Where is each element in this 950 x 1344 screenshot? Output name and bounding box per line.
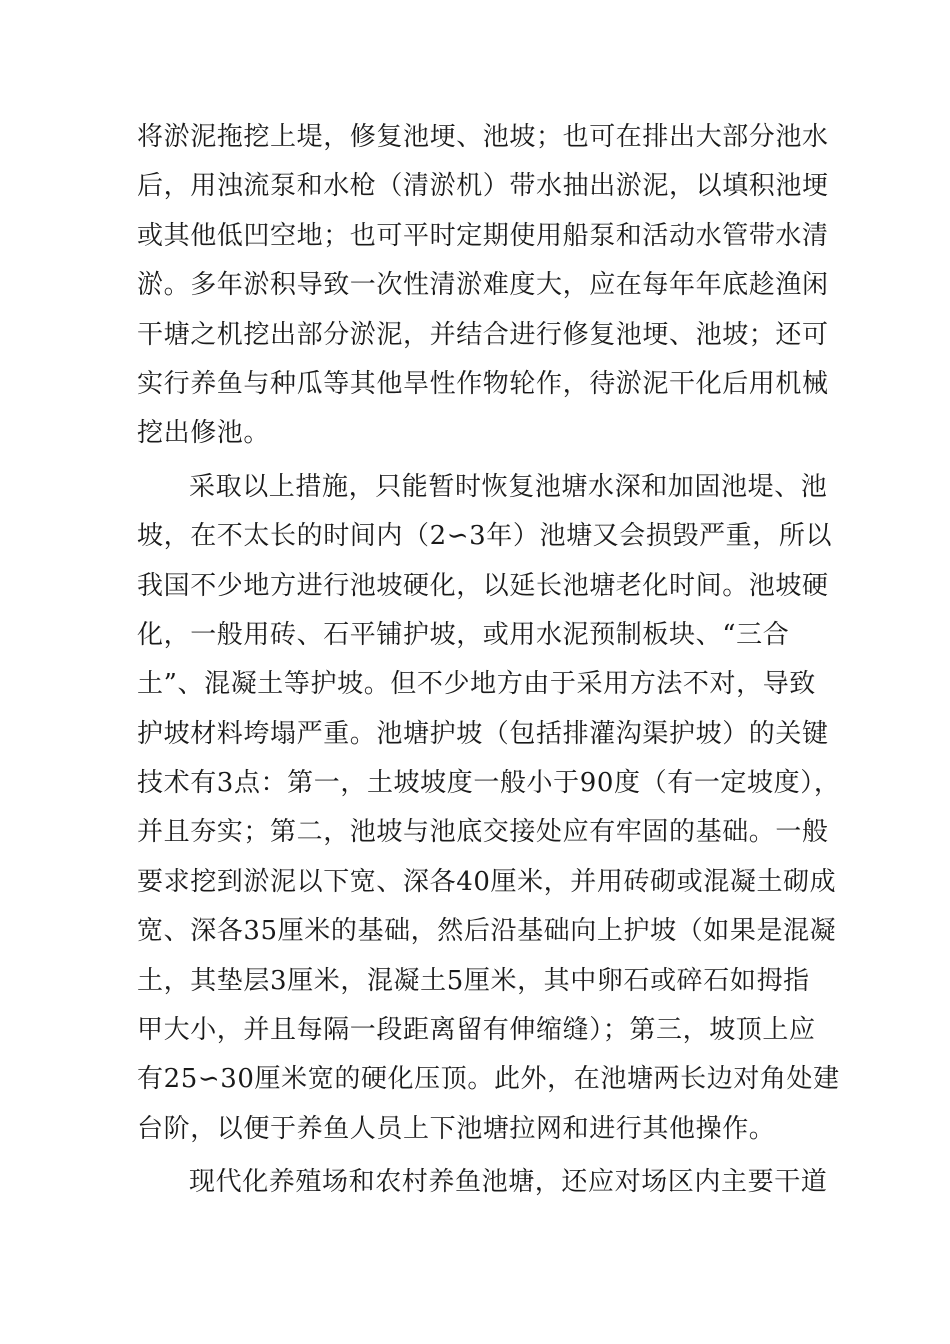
text-line: 挖出修池。 bbox=[137, 418, 271, 449]
paragraph-1 bbox=[137, 113, 837, 459]
text-line: 护坡材料垮塌严重。池塘护坡（包括排灌沟渠护坡）的关键 bbox=[137, 718, 829, 749]
text-line: 化，一般用砖、石平铺护坡，或用水泥预制板块、“三合 bbox=[137, 619, 790, 650]
paragraph-3 bbox=[137, 1158, 837, 1207]
text-line: 土”、混凝土等护坡。但不少地方由于采用方法不对，导致 bbox=[137, 669, 816, 700]
text-line: 宽、深各35厘米的基础，然后沿基础向上护坡（如果是混凝 bbox=[137, 916, 837, 947]
text-line: 技术有3点：第一，土坡坡度一般小于90度（有一定坡度）， bbox=[137, 768, 841, 799]
text-line: 要求挖到淤泥以下宽、深各40厘米，并用砖砌或混凝土砌成 bbox=[137, 866, 837, 897]
text-line: 甲大小，并且每隔一段距离留有伸缩缝）；第三，坡顶上应 bbox=[137, 1015, 816, 1046]
text-line: 台阶，以便于养鱼人员上下池塘拉网和进行其他操作。 bbox=[137, 1113, 776, 1144]
text-line: 将淤泥拖挖上堤，修复池埂、池坡；也可在排出大部分池水 bbox=[137, 122, 829, 152]
body-text bbox=[137, 113, 841, 1208]
text-line: 我国不少地方进行池坡硬化，以延长池塘老化时间。池坡硬 bbox=[137, 570, 829, 601]
text-line: 土，其垫层3厘米，混凝土5厘米，其中卵石或碎石如拇指 bbox=[137, 965, 810, 996]
text-line: 并且夯实；第二，池坡与池底交接处应有牢固的基础。一般 bbox=[137, 817, 829, 848]
text-line: 采取以上措施，只能暂时恢复池塘水深和加固池堤、池 bbox=[189, 471, 828, 502]
paragraph-2 bbox=[137, 463, 841, 1154]
text-line: 淤。多年淤积导致一次性清淤难度大，应在每年年底趁渔闲 bbox=[137, 270, 829, 301]
text-line: 坡，在不太长的时间内（2∽3年）池塘又会损毁严重，所以 bbox=[137, 521, 833, 552]
text-line: 有25∽30厘米宽的硬化压顶。此外，在池塘两长边对角处建 bbox=[137, 1064, 840, 1095]
text-line: 或其他低凹空地；也可平时定期使用船泵和活动水管带水清 bbox=[137, 220, 829, 251]
text-line: 实行养鱼与种瓜等其他旱性作物轮作，待淤泥干化后用机械 bbox=[137, 368, 829, 399]
text-line: 现代化养殖场和农村养鱼池塘，还应对场区内主要干道 bbox=[189, 1167, 828, 1198]
text-line: 干塘之机挖出部分淤泥，并结合进行修复池埂、池坡；还可 bbox=[137, 319, 829, 350]
text-line: 后，用浊流泵和水枪（清淤机）带水抽出淤泥，以填积池埂 bbox=[137, 171, 829, 202]
